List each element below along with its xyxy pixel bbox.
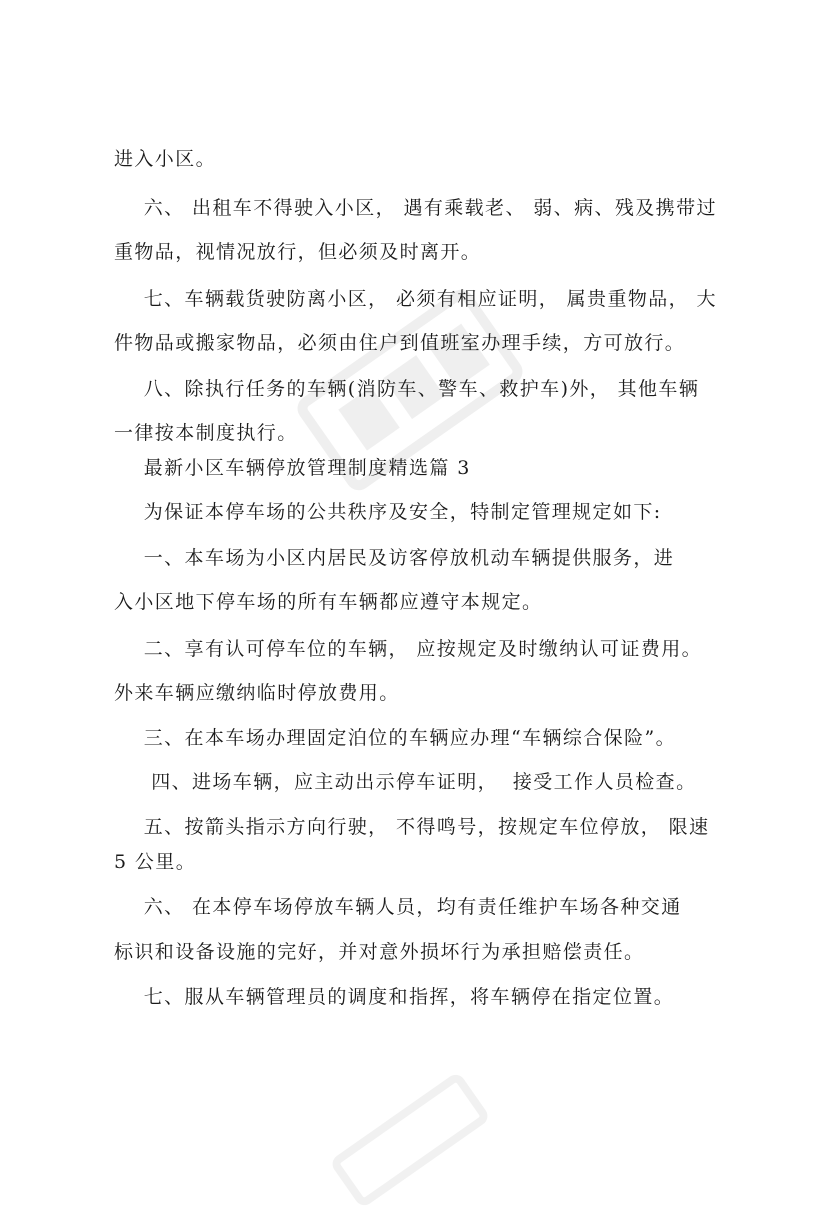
text-line: 六、 出租车不得驶入小区， 遇有乘载老、 弱、病、残及携带过 [114, 197, 717, 219]
text-line: 外来车辆应缴纳临时停放费用。 [114, 682, 400, 704]
text-line: 进入小区。 [114, 148, 217, 170]
text-line: 入小区地下停车场的所有车辆都应遵守本规定。 [114, 591, 543, 613]
text-line: 二、享有认可停车位的车辆， 应按规定及时缴纳认可证费用。 [114, 638, 702, 660]
text-line: 八、除执行任务的车辆(消防车、警车、救护车)外， 其他车辆 [114, 378, 700, 400]
text-line: 七、车辆载货驶防离小区， 必须有相应证明， 属贵重物品， 大 [114, 288, 717, 310]
text-line: 五、按箭头指示方向行驶， 不得鸣号，按规定车位停放， 限速 [114, 816, 710, 838]
text-line: 为保证本停车场的公共秩序及安全，特制定管理规定如下: [114, 501, 662, 523]
text-line: 四、进场车辆，应主动出示停车证明， 接受工作人员检查。 [114, 771, 697, 793]
watermark-logo-bottom [327, 1070, 492, 1210]
text-line: 一、本车场为小区内居民及访客停放机动车辆提供服务，进 [114, 547, 675, 569]
text-line: 5 公里。 [114, 851, 197, 873]
text-line: 一律按本制度执行。 [114, 422, 298, 444]
text-line: 六、 在本停车场停放车辆人员，均有责任维护车场各种交通 [114, 896, 682, 918]
text-line: 件物品或搬家物品，必须由住户到值班室办理手续，方可放行。 [114, 332, 686, 354]
text-line: 标识和设备设施的完好，并对意外损坏行为承担赔偿责任。 [114, 941, 645, 963]
section-heading: 最新小区车辆停放管理制度精选篇 3 [114, 457, 471, 479]
text-line: 三、在本车场办理固定泊位的车辆应办理“车辆综合保险”。 [114, 727, 676, 749]
text-line: 重物品，视情况放行，但必须及时离开。 [114, 241, 482, 263]
text-line: 七、服从车辆管理员的调度和指挥，将车辆停在指定位置。 [114, 986, 675, 1008]
